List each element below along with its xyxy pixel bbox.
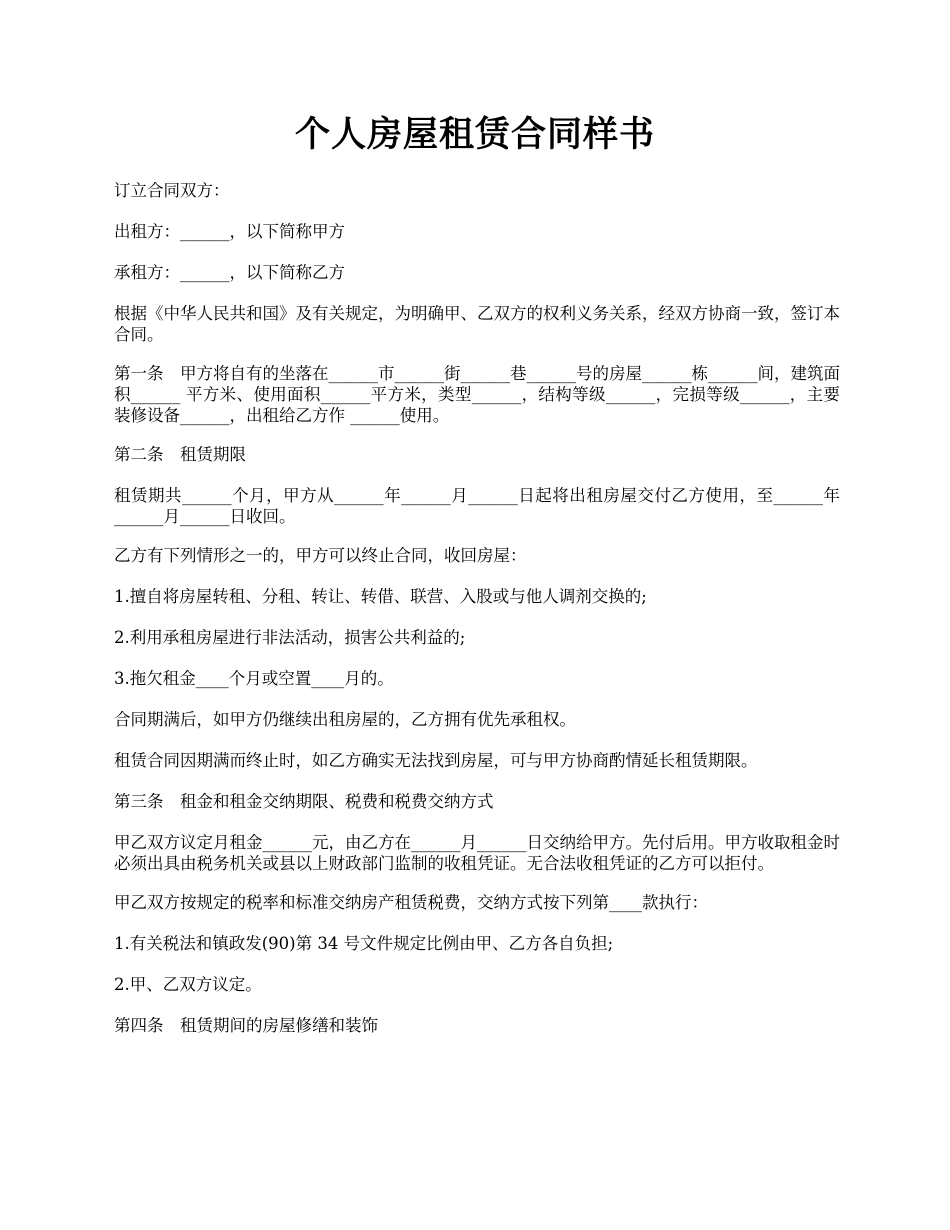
list-item-tax-1: 1.有关税法和镇政发(90)第 34 号文件规定比例由甲、乙方各自负担; xyxy=(114,934,614,953)
list-item-termination-3: 3.拖欠租金____个月或空置____月的。 xyxy=(114,669,394,688)
paragraph-parties-intro: 订立合同双方： xyxy=(114,181,230,200)
paragraph-rent-payment: 甲乙双方议定月租金______元，由乙方在______月______日交纳给甲方。先付后用。甲方收取租金时必须出具由税务机关或县以上财政部门监制的收租凭证。无合法收租凭证的乙方可以拒付。 xyxy=(114,833,840,873)
paragraph-lessee: 承租方：______，以下简称乙方 xyxy=(114,263,345,282)
list-item-tax-2: 2.甲、乙双方议定。 xyxy=(114,975,262,994)
heading-article-4: 第四条 租赁期间的房屋修缮和装饰 xyxy=(114,1016,378,1035)
paragraph-lease-term: 租赁期共______个月，甲方从______年______月______日起将出租房屋交付乙方使用，至______年______月______日收回。 xyxy=(114,486,840,526)
heading-article-2: 第二条 租赁期限 xyxy=(114,445,246,464)
list-item-termination-2: 2.利用承租房屋进行非法活动，损害公共利益的; xyxy=(114,628,466,647)
list-item-termination-1: 1.擅自将房屋转租、分租、转让、转借、联营、入股或与他人调剂交换的; xyxy=(114,587,647,606)
paragraph-lessor: 出租方：______，以下简称甲方 xyxy=(114,222,345,241)
paragraph-extension: 租赁合同因期满而终止时，如乙方确实无法找到房屋，可与甲方协商酌情延长租赁期限。 xyxy=(114,751,758,770)
document-title: 个人房屋租赁合同样书 xyxy=(294,114,655,155)
paragraph-preamble: 根据《中华人民共和国》及有关规定，为明确甲、乙双方的权利义务关系，经双方协商一致，签订本合同。 xyxy=(114,304,840,344)
heading-article-3: 第三条 租金和租金交纳期限、税费和税费交纳方式 xyxy=(114,792,494,811)
paragraph-tax-payment: 甲乙双方按规定的税率和标准交纳房产租赁税费，交纳方式按下列第____款执行： xyxy=(114,893,708,912)
paragraph-termination-conditions: 乙方有下列情形之一的，甲方可以终止合同，收回房屋： xyxy=(114,546,527,565)
paragraph-article-1: 第一条 甲方将自有的坐落在______市______街______巷______号的房屋______栋______间，建筑面积______ 平方米、使用面积______平方米，类型______，结构等级______，完损等级______，主要装修设备______，出租给乙方作 ______使用。 xyxy=(114,364,840,425)
document-body xyxy=(114,180,840,1056)
paragraph-priority-renewal: 合同期满后，如甲方仍继续出租房屋的，乙方拥有优先承租权。 xyxy=(114,710,576,729)
